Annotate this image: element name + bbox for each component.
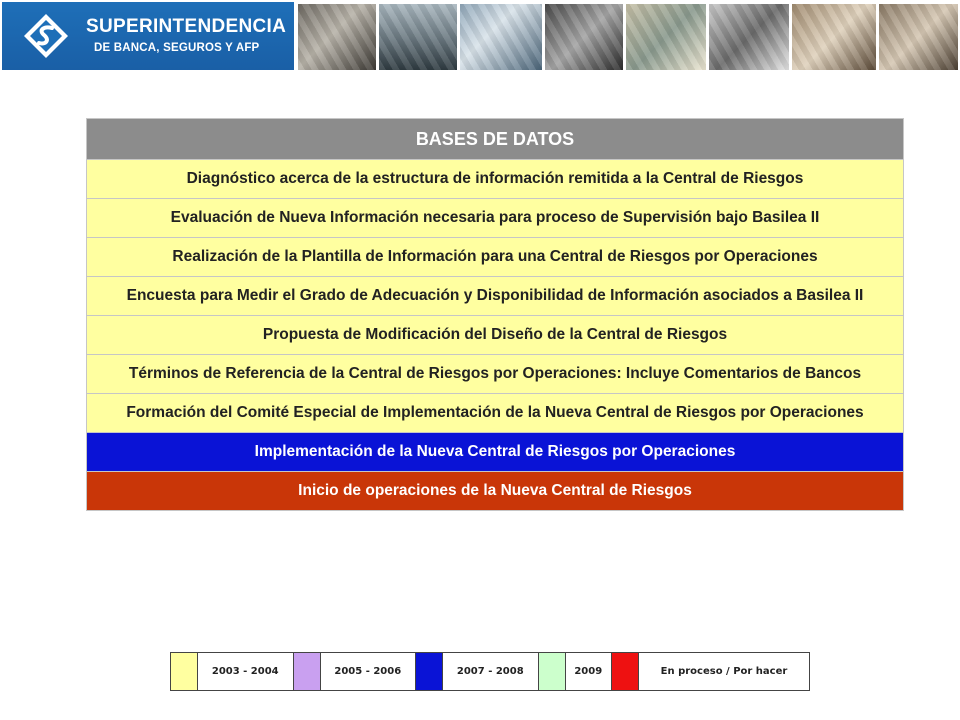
row-text: Encuesta para Medir el Grado de Adecuación y Disponibilidad de Información asociados a Basilea II — [87, 277, 904, 316]
table-title: BASES DE DATOS — [87, 119, 904, 160]
table-row — [87, 238, 904, 277]
keyboard-enter-photo — [460, 4, 542, 70]
table-row — [87, 160, 904, 199]
row-text: Implementación de la Nueva Central de Riesgos por Operaciones — [87, 433, 904, 472]
card-terminal-photo — [709, 4, 789, 70]
legend-label: 2003 - 2004 — [198, 653, 294, 691]
legend-label: En proceso / Por hacer — [638, 653, 809, 691]
row-text: Propuesta de Modificación del Diseño de la Central de Riesgos — [87, 316, 904, 355]
logo-subtitle: DE BANCA, SEGUROS Y AFP — [94, 42, 260, 54]
legend-label: 2005 - 2006 — [320, 653, 416, 691]
credit-card-photo — [298, 4, 376, 70]
legend-swatch — [171, 653, 198, 691]
row-text: Realización de la Plantilla de Información para una Central de Riesgos por Operaciones — [87, 238, 904, 277]
legend-label: 2007 - 2008 — [443, 653, 539, 691]
money-photo — [626, 4, 706, 70]
table-row — [87, 433, 904, 472]
table-row — [87, 277, 904, 316]
table-row — [87, 394, 904, 433]
signing-document-photo — [879, 4, 958, 70]
header-banner — [0, 0, 960, 72]
table-row — [87, 355, 904, 394]
row-text: Diagnóstico acerca de la estructura de información remitida a la Central de Riesgos — [87, 160, 904, 199]
building-photo — [379, 4, 457, 70]
bases-de-datos-table — [86, 118, 904, 511]
legend-label: 2009 — [565, 653, 611, 691]
logo-title: SUPERINTENDENCIA — [86, 16, 287, 37]
handshake-photo — [792, 4, 876, 70]
row-text: Evaluación de Nueva Información necesaria para proceso de Supervisión bajo Basilea II — [87, 199, 904, 238]
table-row — [87, 199, 904, 238]
table-row — [87, 472, 904, 511]
table-row — [87, 316, 904, 355]
legend-swatch — [611, 653, 638, 691]
row-text: Inicio de operaciones de la Nueva Central de Riesgos — [87, 472, 904, 511]
row-text: Términos de Referencia de la Central de Riesgos por Operaciones: Incluye Comentarios de Bancos — [87, 355, 904, 394]
sbs-logo — [2, 2, 294, 70]
color-legend — [170, 652, 810, 691]
legend-swatch — [293, 653, 320, 691]
sbs-diamond-icon — [22, 12, 70, 60]
calculator-photo — [545, 4, 623, 70]
legend-swatch — [538, 653, 565, 691]
row-text: Formación del Comité Especial de Implementación de la Nueva Central de Riesgos por Operaciones — [87, 394, 904, 433]
legend-swatch — [416, 653, 443, 691]
